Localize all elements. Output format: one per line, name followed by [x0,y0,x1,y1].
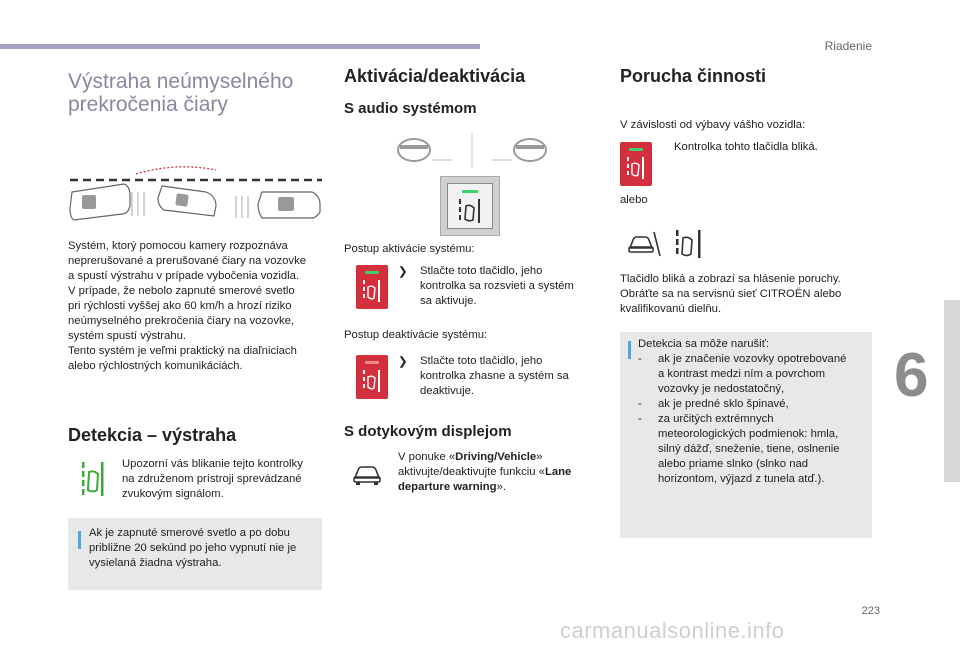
fault-lamp [620,142,652,186]
deactivation-line: kontrolka zhasne a systém sa [420,370,569,382]
touch-function-b: departure warning [398,481,497,493]
touch-function-a: Lane [544,466,572,478]
note-dash: - [638,413,642,425]
fault-lamp-text: Kontrolka tohto tlačidla bliká. [674,141,818,153]
note-item-line: silný dážď, sneženie, tiene, oslnenie [658,443,840,455]
touch-line-3 [398,480,598,495]
lane-warning-icon [624,226,708,262]
audio-title: S audio systémom [344,100,477,117]
lane-departure-icon [362,279,382,303]
note-dash: - [638,353,642,365]
col3-title: Porucha činnosti [620,66,767,86]
note-item [638,412,868,487]
lane-departure-icon [362,369,382,393]
lamp-led-on [365,271,379,274]
intro-line: Systém, ktorý pomocou kamery rozpoznáva [68,240,288,252]
lane-departure-illustration [66,162,326,232]
note-line: Ak je zapnuté smerové svetlo a po dobu [89,527,290,539]
detection-line: Upozorní vás blikanie tejto kontrolky [122,458,303,470]
touch-menu-name: Driving/Vehicle [455,451,537,463]
note-item [638,397,868,412]
note-item-text [658,412,840,487]
watermark: carmanualsonline.info [560,618,785,643]
touch-car-icon [352,462,382,486]
intro-line: systém spustí výstrahu. [68,330,187,342]
fault-lamp-led [629,148,643,151]
info-mark [628,341,631,359]
intro-line: V prípade, že nebolo zapnuté smerové svetlo [68,285,295,297]
deactivation-line: deaktivuje. [420,385,475,397]
touch-line-2 [398,465,598,480]
note-item-line: meteorologických podmienok: hmla, [658,428,839,440]
touch-suffix: ». [496,481,506,493]
lane-departure-icon [626,156,646,180]
console-button-led [462,190,478,193]
note-item-line: za určitých extrémnych [658,413,774,425]
touch-line-1 [398,450,598,465]
note-dash: - [638,398,642,410]
note-text [89,526,319,571]
touch-prefix: V ponuke « [398,451,456,463]
fault-line: Tlačidlo bliká a zobrazí sa hlásenie poruchy. [620,273,841,285]
col3-note [638,337,868,487]
info-mark [78,531,81,549]
bullet-off: ❯ [398,356,408,368]
note-item-line: alebo priame slnko (slnko nad [658,458,809,470]
note-item [638,352,868,397]
intro-line: neprerušované a prerušované čiary na vozovke [68,255,307,267]
touch-line2-prefix: aktivujte/deaktivujte funkciu « [398,466,545,478]
note-line: približne 20 sekúnd po jeho vypnutí nie je [89,542,297,554]
detection-text [122,457,322,502]
console-button-face [447,183,493,229]
detection-title: Detekcia – výstraha [68,425,237,445]
note-item-text [658,352,846,397]
note-item-text [658,397,789,412]
fault-text [620,272,880,317]
detection-line: zvukovým signálom. [122,488,224,500]
section-name: Riadenie [824,39,872,53]
intro-line: alebo rýchlostných komunikáciách. [68,360,243,372]
col1-intro [68,239,326,374]
fault-line: Obráťte sa na servisnú sieť CITROËN alebo [620,288,842,300]
page-number: 223 [861,605,880,617]
note-line: vysielaná žiadna výstraha. [89,557,222,569]
fault-line: kvalifikovanú dielňu. [620,303,722,315]
lane-warning-icon [80,460,106,498]
deactivation-text [420,354,590,399]
alebo-text: alebo [620,194,648,206]
touch-quote: » [536,451,543,463]
col3-intro: V závislosti od výbavy vášho vozidla: [620,119,806,131]
bullet-on: ❯ [398,266,408,278]
lamp-button-off[interactable] [356,355,388,399]
header-accent-bar [0,44,480,49]
activation-line: Stlačte toto tlačidlo, jeho [420,265,543,277]
touch-title: S dotykovým displejom [344,423,512,440]
detection-line: na združenom prístroji sprevádzané [122,473,302,485]
activation-label: Postup aktivácie systému: [344,243,475,255]
lamp-button-on[interactable] [356,265,388,309]
intro-line: a spustí výstrahu v prípade vybočenia vozidla. [68,270,300,282]
activation-text [420,264,590,309]
note-item-line: ak je značenie vozovky opotrebované [658,353,847,365]
col2-title: Aktivácia/deaktivácia [344,66,526,86]
intro-line: Tento systém je veľmi praktický na diaľniciach [68,345,297,357]
activation-line: sa aktivuje. [420,295,477,307]
deactivation-line: Stlačte toto tlačidlo, jeho [420,355,543,367]
intro-line: neúmyselného prekročenia čiary na vozovke, [68,315,295,327]
note-item-line: horizontom, výjazd z tunela atď.). [658,473,825,485]
intro-line: pri rýchlosti vyššej ako 60 km/h a hrozí riziko [68,300,292,312]
note-item-line: vozovky je nedostatočný, [658,383,785,395]
col1-title: Výstraha neúmyselného prekročenia čiary [68,70,294,116]
console-button-illustration [440,176,500,236]
lane-departure-icon [458,198,482,224]
chapter-number: 6 [894,341,929,410]
chapter-tab [944,300,960,482]
note-title: Detekcia sa môže narušiť: [638,338,770,350]
note-item-line: a kontrast medzi ním a povrchom [658,368,826,380]
note-item-line: ak je predné sklo špinavé, [658,398,789,410]
touch-text [398,450,598,495]
lamp-led-off [365,361,379,364]
activation-line: kontrolka sa rozsvieti a systém [420,280,574,292]
steering-wheel-icon [392,130,552,170]
deactivation-label: Postup deaktivácie systému: [344,329,488,341]
